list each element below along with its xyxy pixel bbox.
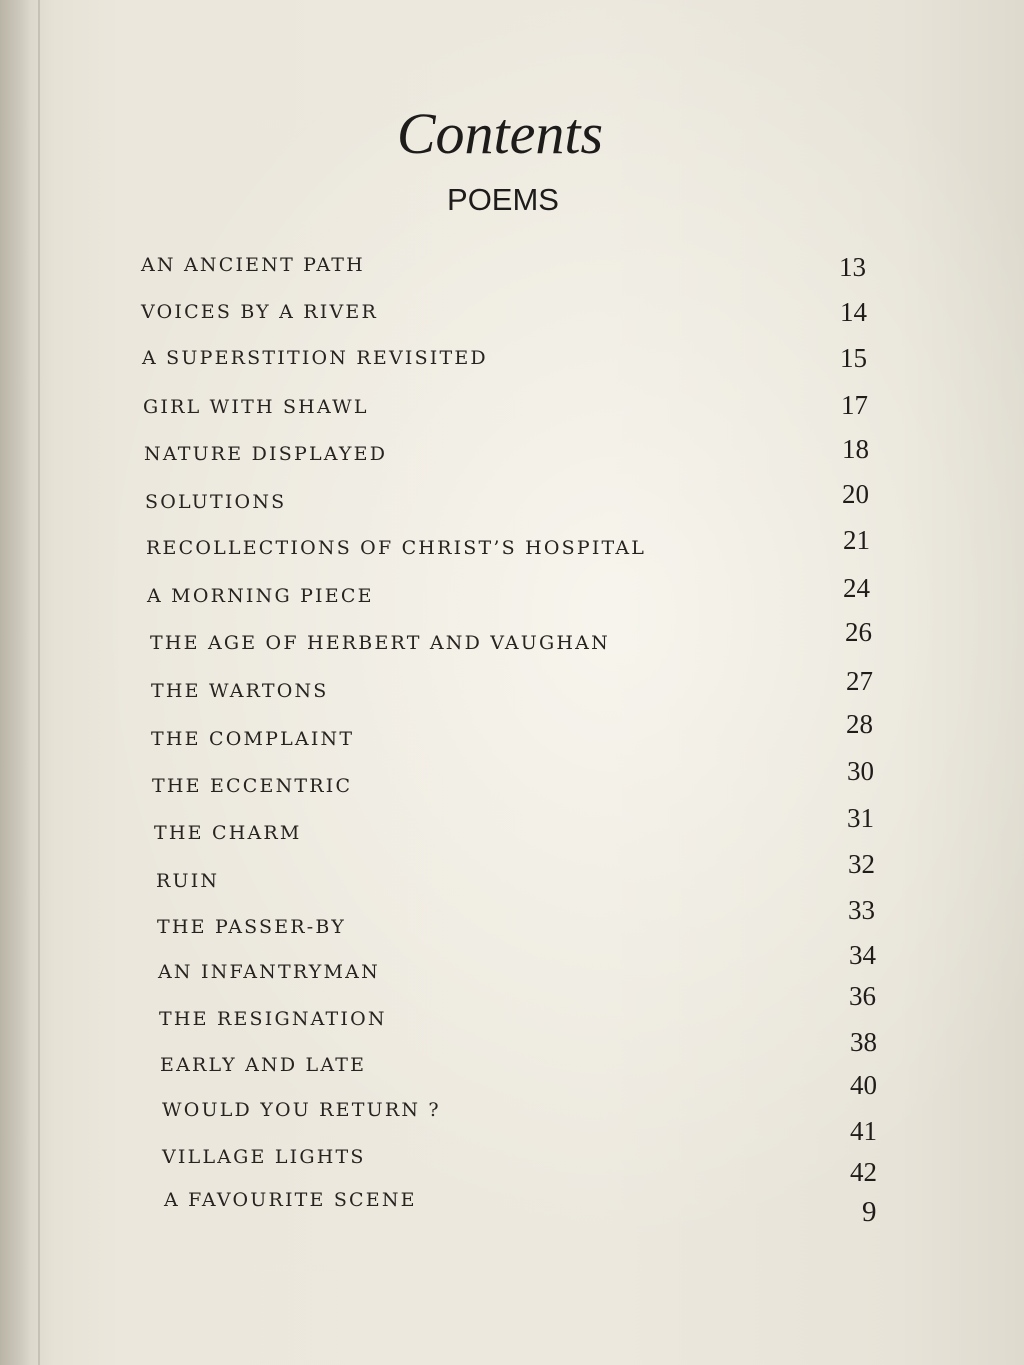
toc-entry-title: A SUPERSTITION REVISITED	[142, 347, 488, 369]
toc-entry-page: 21	[843, 525, 870, 555]
toc-entry-title: SOLUTIONS	[145, 491, 287, 513]
toc-entry-page: 42	[850, 1157, 877, 1187]
toc-entry-page: 17	[841, 390, 868, 420]
toc-entry-title: THE PASSER-BY	[157, 916, 346, 938]
toc-entry-page: 26	[845, 617, 872, 647]
toc-entry-title: VILLAGE LIGHTS	[162, 1146, 366, 1168]
toc-entry-page: 27	[846, 666, 873, 696]
toc-entry-title: AN ANCIENT PATH	[141, 254, 365, 276]
toc-entry-title: THE CHARM	[154, 822, 302, 844]
page-number: 9	[862, 1196, 877, 1228]
toc-entry-title: THE ECCENTRIC	[152, 775, 353, 797]
contents-title: Contents	[396, 101, 604, 166]
toc-entry-page: 36	[849, 981, 876, 1011]
toc-entry-title: A FAVOURITE SCENE	[164, 1189, 417, 1211]
toc-entry-page: 20	[842, 479, 869, 509]
toc-entry-title: THE RESIGNATION	[159, 1008, 387, 1030]
toc-entry-title: THE WARTONS	[151, 680, 329, 702]
toc-entry-page: 33	[848, 895, 875, 925]
toc-entry-title: AN INFANTRYMAN	[158, 961, 380, 983]
toc-entry-page: 24	[843, 573, 870, 603]
toc-entry-page: 28	[846, 709, 873, 739]
toc-entry-page: 13	[839, 252, 866, 282]
toc-entry-page: 38	[850, 1027, 877, 1057]
toc-entry-page: 14	[840, 297, 867, 327]
toc-entry-page: 15	[840, 343, 867, 373]
toc-entry-title: NATURE DISPLAYED	[144, 443, 388, 465]
toc-entry-page: 34	[849, 940, 876, 970]
toc-entry-page: 32	[848, 849, 875, 879]
toc-entry-title: A MORNING PIECE	[147, 585, 374, 607]
section-heading-poems: POEMS	[447, 182, 559, 217]
toc-entry-title: THE COMPLAINT	[151, 728, 355, 750]
toc-entry-page: 31	[847, 803, 874, 833]
toc-entry-title: THE AGE OF HERBERT AND VAUGHAN	[150, 632, 610, 654]
toc-entry-title: RECOLLECTIONS OF CHRIST’S HOSPITAL	[146, 537, 647, 559]
toc-entry-title: RUIN	[156, 870, 220, 892]
toc-entry-page: 18	[842, 434, 869, 464]
toc-entry-title: WOULD YOU RETURN ?	[162, 1099, 441, 1121]
toc-entry-title: GIRL WITH SHAWL	[143, 396, 369, 418]
toc-entry-title: VOICES BY A RIVER	[141, 301, 379, 323]
toc-entry-page: 30	[847, 756, 874, 786]
toc-entry-title: EARLY AND LATE	[160, 1054, 367, 1076]
toc-entry-page: 41	[850, 1116, 877, 1146]
toc-entry-page: 40	[850, 1070, 877, 1100]
